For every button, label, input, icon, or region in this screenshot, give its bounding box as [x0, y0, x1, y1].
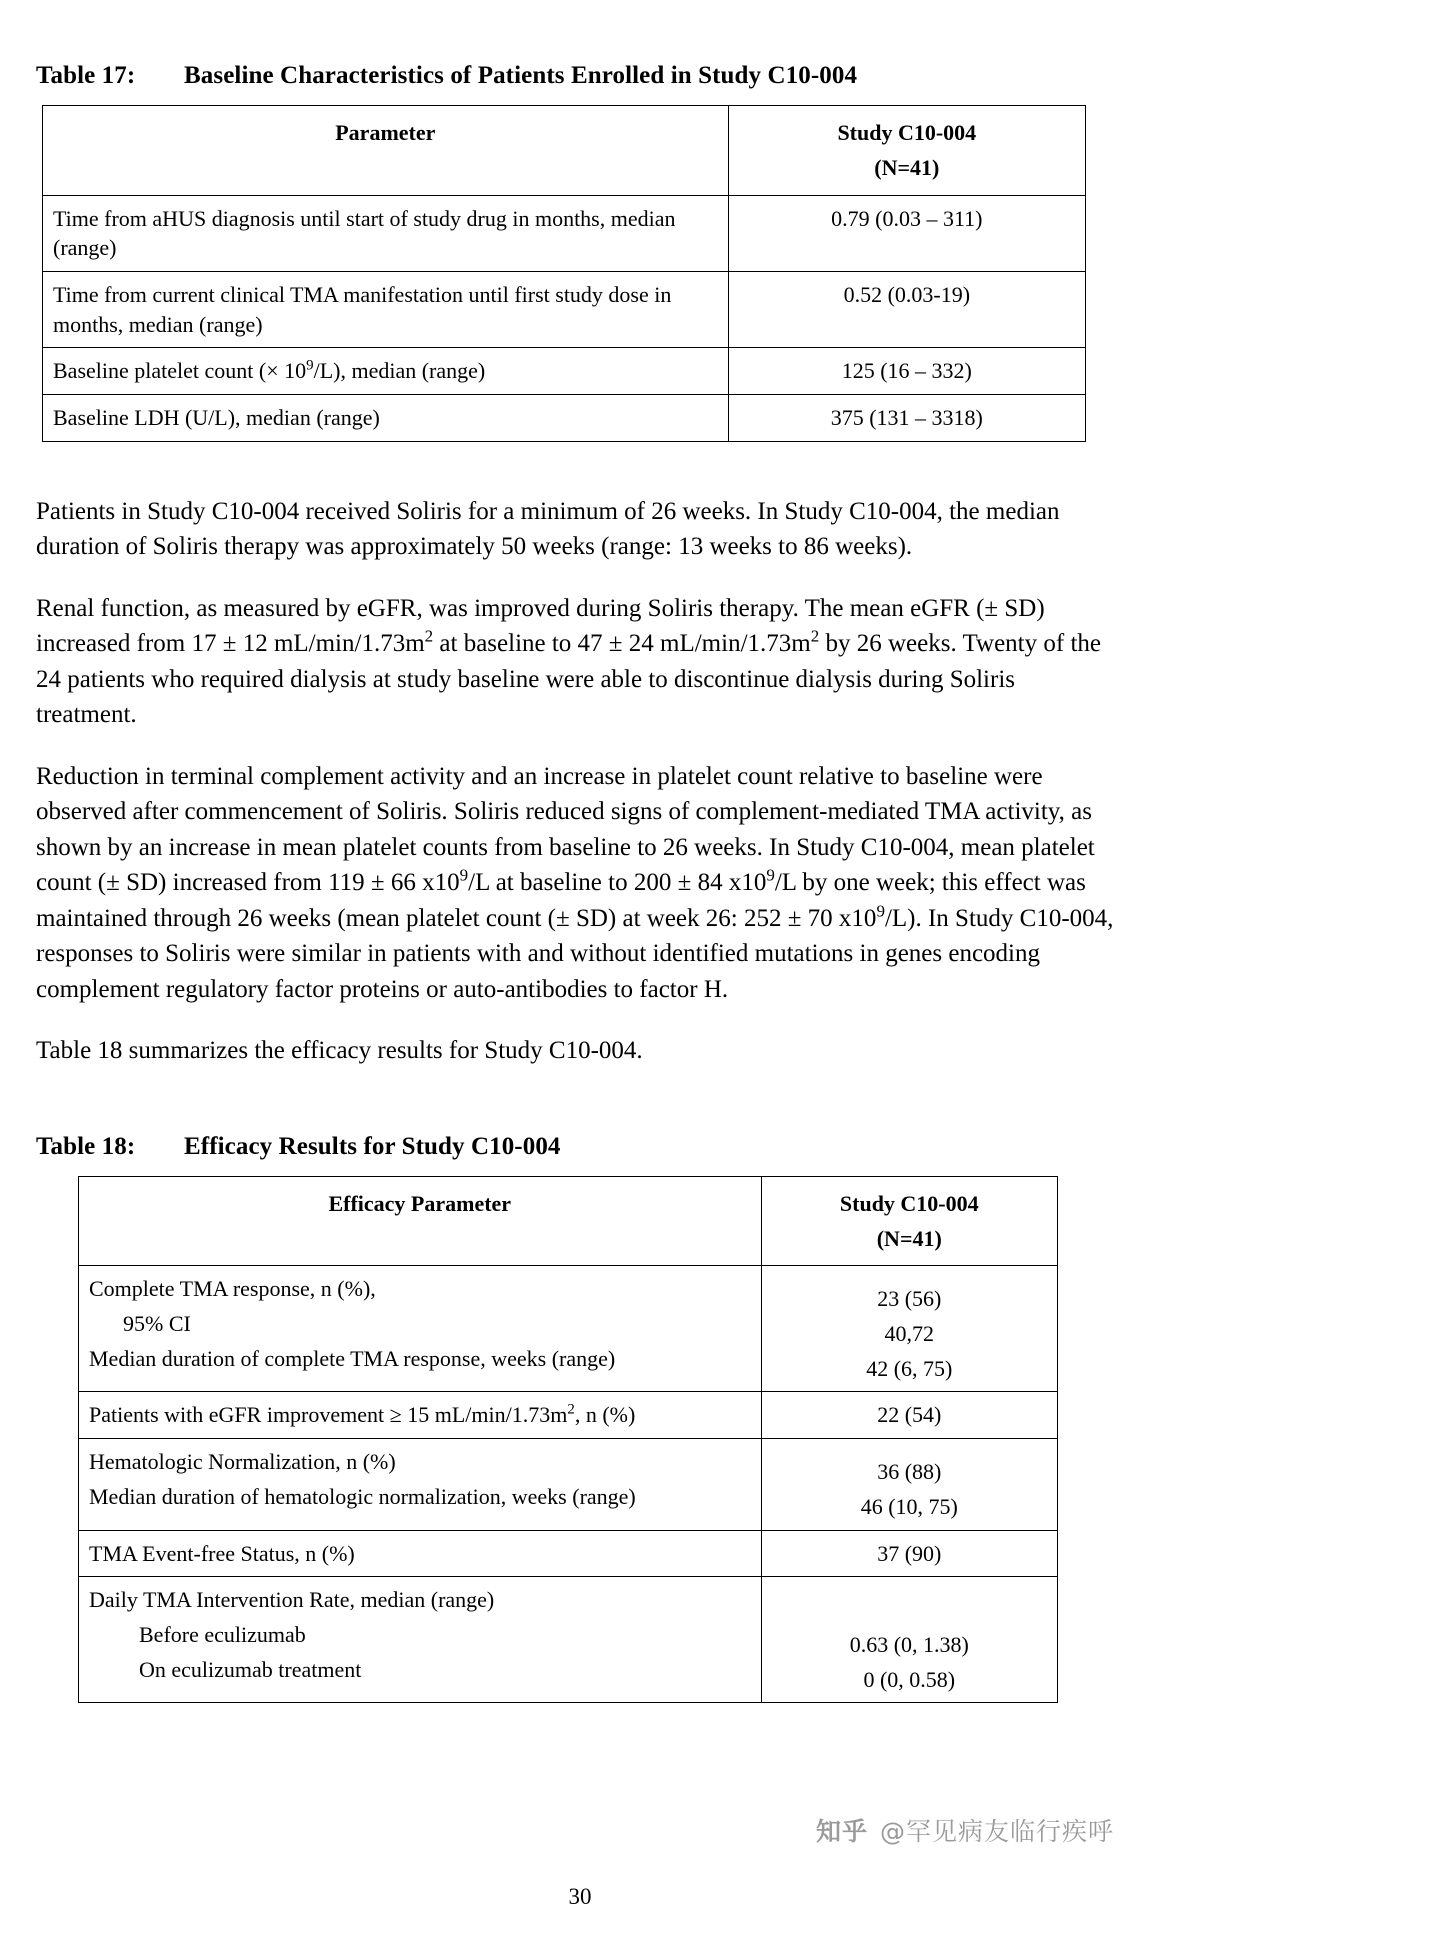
- paragraph-3-sup-1: 9: [459, 865, 469, 885]
- paragraph-2-sup-2: 2: [810, 626, 820, 646]
- table18-header-value-line2: (N=41): [876, 1225, 942, 1251]
- table18-row4-value-line2: 0 (0, 0.58): [863, 1666, 956, 1692]
- table18-row2-line0: Hematologic Normalization, n (%): [89, 1449, 396, 1475]
- table17-row2-value: 125 (16 – 332): [728, 348, 1085, 395]
- page-number: 30: [568, 1884, 592, 1909]
- table18-row0-value-line1: 40,72: [884, 1321, 935, 1347]
- table17-caption: [36, 60, 1124, 91]
- table17-row2-param-sup: 9: [306, 358, 314, 375]
- table18-header-value: [761, 1177, 1057, 1266]
- table18-caption-text: Efficacy Results for Study C10-004: [184, 1132, 561, 1160]
- table17-row1-parameter: Time from current clinical TMA manifestation until first study dose in months, median (range): [43, 272, 729, 348]
- table17-header-value-line2: (N=41): [874, 154, 940, 180]
- watermark-handle: @罕见病友临行疾呼: [879, 1817, 1114, 1846]
- table18-row2-value: [761, 1439, 1057, 1530]
- watermark: [816, 1812, 1114, 1848]
- table17-header-value-line1: Study C10-004: [837, 120, 977, 146]
- table18-row1-param-post: , n (%): [574, 1402, 636, 1428]
- table17-row2-param-post: /L), median (range): [313, 358, 486, 384]
- table18-header-row: [79, 1177, 1058, 1266]
- table17-header-row: [43, 106, 1086, 195]
- table-row: [43, 195, 1086, 271]
- table18-row4-line0: Daily TMA Intervention Rate, median (range): [89, 1587, 495, 1613]
- paragraph-3-part-b: /L at baseline to 200 ± 84 x10: [468, 869, 767, 897]
- table17-row2-parameter: [43, 348, 729, 395]
- table-row: [79, 1392, 1058, 1439]
- paragraph-2-part-a: Renal function, as measured by eGFR, was improved during Soliris therapy. The mean eGFR (± SD) increased from 17 ± 12 mL/min/1.73m: [36, 594, 1045, 658]
- table18-row1-value: 22 (54): [761, 1392, 1057, 1439]
- table-row: [43, 272, 1086, 348]
- paragraph-3-part-a: Reduction in terminal complement activity and an increase in platelet count relative to baseline were observed after commencement of Soliris. Soliris reduced signs of complement-mediated TMA activity, as shown by an increase in mean platelet counts from baseline to 26 weeks. In Study C10-004, mean platelet count (± SD) increased from 119 ± 66 x10: [36, 762, 1095, 897]
- table17-body: [43, 195, 1086, 441]
- table18-row1-param-sup: 2: [567, 1402, 575, 1419]
- paragraph-2-sup-1: 2: [424, 626, 434, 646]
- table18-header-value-line1: Study C10-004: [839, 1191, 979, 1216]
- table18-row0-line1: 95% CI: [123, 1311, 191, 1337]
- table18-row0-value-line2: 42 (6, 75): [866, 1355, 953, 1381]
- table-row: [43, 348, 1086, 395]
- table18-row0-parameter: [79, 1266, 762, 1392]
- table18-body: [79, 1266, 1058, 1703]
- paragraph-3-part-c: /L by one week; this effect was maintained through 26 weeks (mean platelet count (± SD) at week 26: 252 ± 70 x10: [36, 869, 1086, 932]
- table17-row1-value: 0.52 (0.03-19): [728, 272, 1085, 348]
- table-row: [43, 395, 1086, 442]
- table18-row2-value-line1: 46 (10, 75): [860, 1493, 958, 1519]
- table17-row3-value: 375 (131 – 3318): [728, 395, 1085, 442]
- table18-row0-line2: Median duration of complete TMA response, weeks (range): [89, 1345, 616, 1371]
- table18-row4-value: [761, 1577, 1057, 1703]
- table17-header-value: [728, 106, 1085, 195]
- zhihu-logo: 知乎: [815, 1817, 868, 1846]
- paragraph-2-part-b: at baseline to 47 ± 24 mL/min/1.73m: [433, 630, 811, 658]
- table18-row2-parameter: [79, 1439, 762, 1530]
- table18-row0-line0: Complete TMA response, n (%),: [89, 1276, 376, 1302]
- paragraph-3: [36, 759, 1114, 1008]
- table17: [42, 105, 1086, 442]
- table17-row0-parameter: Time from aHUS diagnosis until start of study drug in months, median (range): [43, 195, 729, 271]
- table18-row4-line1: Before eculizumab: [139, 1621, 306, 1647]
- table18-row4-value-line0: [772, 1595, 1047, 1625]
- table17-caption-text: Baseline Characteristics of Patients Enrolled in Study C10-004: [184, 62, 858, 89]
- paragraph-1: Patients in Study C10-004 received Soliris for a minimum of 26 weeks. In Study C10-004, the median duration of Soliris therapy was approximately 50 weeks (range: 13 weeks to 86 weeks).: [36, 497, 1060, 561]
- table17-row2-param-pre: Baseline platelet count (× 10: [53, 358, 307, 384]
- table18-row4-parameter: [79, 1577, 762, 1703]
- table18-row3-value: 37 (90): [761, 1530, 1057, 1577]
- table18-header: [79, 1177, 1058, 1266]
- table18-caption: [36, 1131, 1124, 1162]
- paragraph-2-part-c: by 26 weeks. Twenty of the 24 patients who required dialysis at study baseline were able to discontinue dialysis during Soliris treatment.: [36, 630, 1101, 729]
- table17-caption-label: Table 17:: [36, 62, 136, 89]
- table17-header: [43, 106, 1086, 195]
- table18-row4-line2: On eculizumab treatment: [139, 1656, 362, 1682]
- spacer: [36, 1069, 1124, 1131]
- paragraph-4: Table 18 summarizes the efficacy results for Study C10-004.: [36, 1037, 643, 1065]
- table17-row3-parameter: Baseline LDH (U/L), median (range): [43, 395, 729, 442]
- table-row: [79, 1577, 1058, 1703]
- body-text: [36, 494, 1124, 1069]
- table18-row0-value: [761, 1266, 1057, 1392]
- paragraph-3-sup-3: 9: [876, 901, 885, 921]
- table18-row2-line1: Median duration of hematologic normalization, weeks (range): [89, 1483, 636, 1509]
- paragraph-2: [36, 591, 1114, 733]
- table17-header-parameter: Parameter: [43, 106, 729, 195]
- table18-caption-label: Table 18:: [36, 1132, 136, 1160]
- paragraph-3-sup-2: 9: [766, 865, 775, 885]
- table18-row3-parameter: TMA Event-free Status, n (%): [79, 1530, 762, 1577]
- table18-row1-parameter: [79, 1392, 762, 1439]
- table18-header-parameter: Efficacy Parameter: [79, 1177, 762, 1266]
- table18: [78, 1176, 1058, 1703]
- table18-row0-value-line0: 23 (56): [877, 1286, 942, 1312]
- table17-row0-value: 0.79 (0.03 – 311): [728, 195, 1085, 271]
- table-row: [79, 1439, 1058, 1530]
- paragraph-3-part-d: /L). In Study C10-004, responses to Soliris were similar in patients with and without identified mutations in genes encoding complement regulatory factor proteins or auto-antibodies to factor H.: [36, 904, 1114, 1003]
- table-row: [79, 1530, 1058, 1577]
- table18-row4-value-line1: 0.63 (0, 1.38): [849, 1631, 969, 1657]
- table-row: [79, 1266, 1058, 1392]
- table18-row2-value-line0: 36 (88): [877, 1459, 942, 1485]
- table18-row1-param-pre: Patients with eGFR improvement ≥ 15 mL/min/1.73m: [89, 1402, 568, 1428]
